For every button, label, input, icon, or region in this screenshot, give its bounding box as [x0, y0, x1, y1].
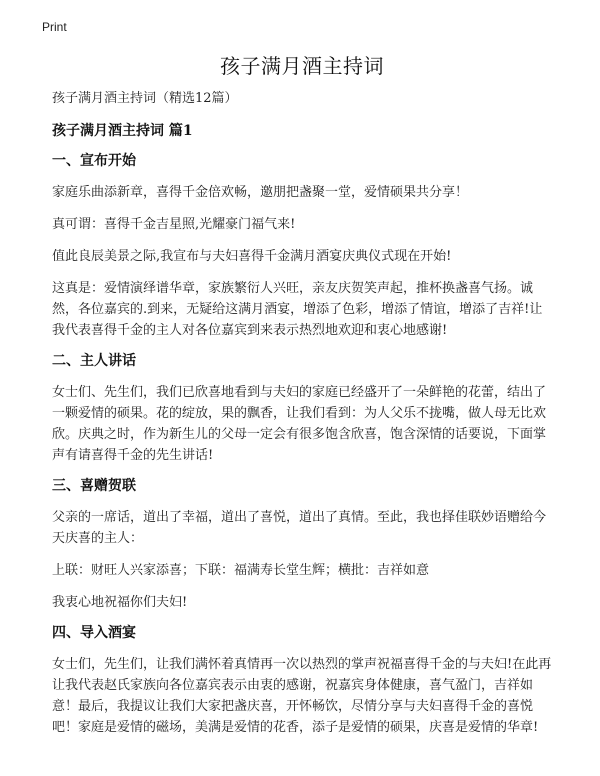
section-heading: 二、主人讲话 — [52, 353, 136, 369]
document-title: 孩子满月酒主持词 — [220, 54, 384, 78]
print-label: Print — [42, 20, 67, 34]
paragraph: 女士们，先生们，让我们满怀着真情再一次以热烈的掌声祝福喜得千金的与夫妇!在此再让我代表赵氏家族向各位嘉宾表示由衷的感谢，祝嘉宾身体健康，喜气盈门，吉祥如意！最后，我提议让我们大家把盏庆喜，开怀畅饮，尽情分享与夫妇喜得千金的喜悦吧！家庭是爱情的磁场，美满是爱情的花香，添子是爱情的硕果，庆喜是爱情的华章! — [52, 657, 552, 735]
paragraph: 女士们、先生们，我们已欣喜地看到与夫妇的家庭已经盛开了一朵鲜艳的花蕾，结出了一颗爱情的硕果。花的绽放，果的飘香，让我们看到：为人父乐不拢嘴，做人母无比欢欣。庆典之时，作为新生儿的父母一定会有很多饱含欣喜，饱含深情的话要说，下面掌声有请喜得千金的先生讲话! — [52, 385, 547, 463]
paragraph: 值此良辰美景之际,我宣布与夫妇喜得千金满月酒宴庆典仪式现在开始! — [52, 249, 452, 264]
document-page — [52, 52, 552, 738]
section-heading: 三、喜赠贺联 — [52, 478, 136, 494]
paragraph: 上联：财旺人兴家添喜；下联：福满寿长堂生辉；横批：吉祥如意 — [52, 563, 430, 578]
paragraph: 真可谓：喜得千金吉星照,光耀豪门福气来! — [52, 217, 296, 232]
section-title: 孩子满月酒主持词 篇1 — [52, 123, 193, 139]
paragraph: 父亲的一席话，道出了幸福，道出了喜悦，道出了真情。至此，我也择佳联妙语赠给今天庆喜的主人： — [52, 510, 547, 546]
document-subtitle: 孩子满月酒主持词（精选12篇） — [52, 91, 238, 106]
section-heading: 一、宣布开始 — [52, 153, 136, 169]
paragraph: 这真是：爱情演绎谱华章，家族繁衍人兴旺，亲友庆贺笑声起，推杯换盏喜气扬。诚然，各位嘉宾的.到来，无疑给这满月酒宴，增添了色彩，增添了情谊，增添了吉祥!让我代表喜得千金的主人对各位嘉宾到来表示热烈地欢迎和衷心地感谢! — [52, 281, 543, 338]
paragraph: 家庭乐曲添新章，喜得千金倍欢畅，邀朋把盏聚一堂，爱情硕果共分享！ — [52, 185, 469, 200]
paragraph: 我衷心地祝福你们夫妇! — [52, 595, 188, 610]
section-heading: 四、导入酒宴 — [52, 625, 136, 641]
